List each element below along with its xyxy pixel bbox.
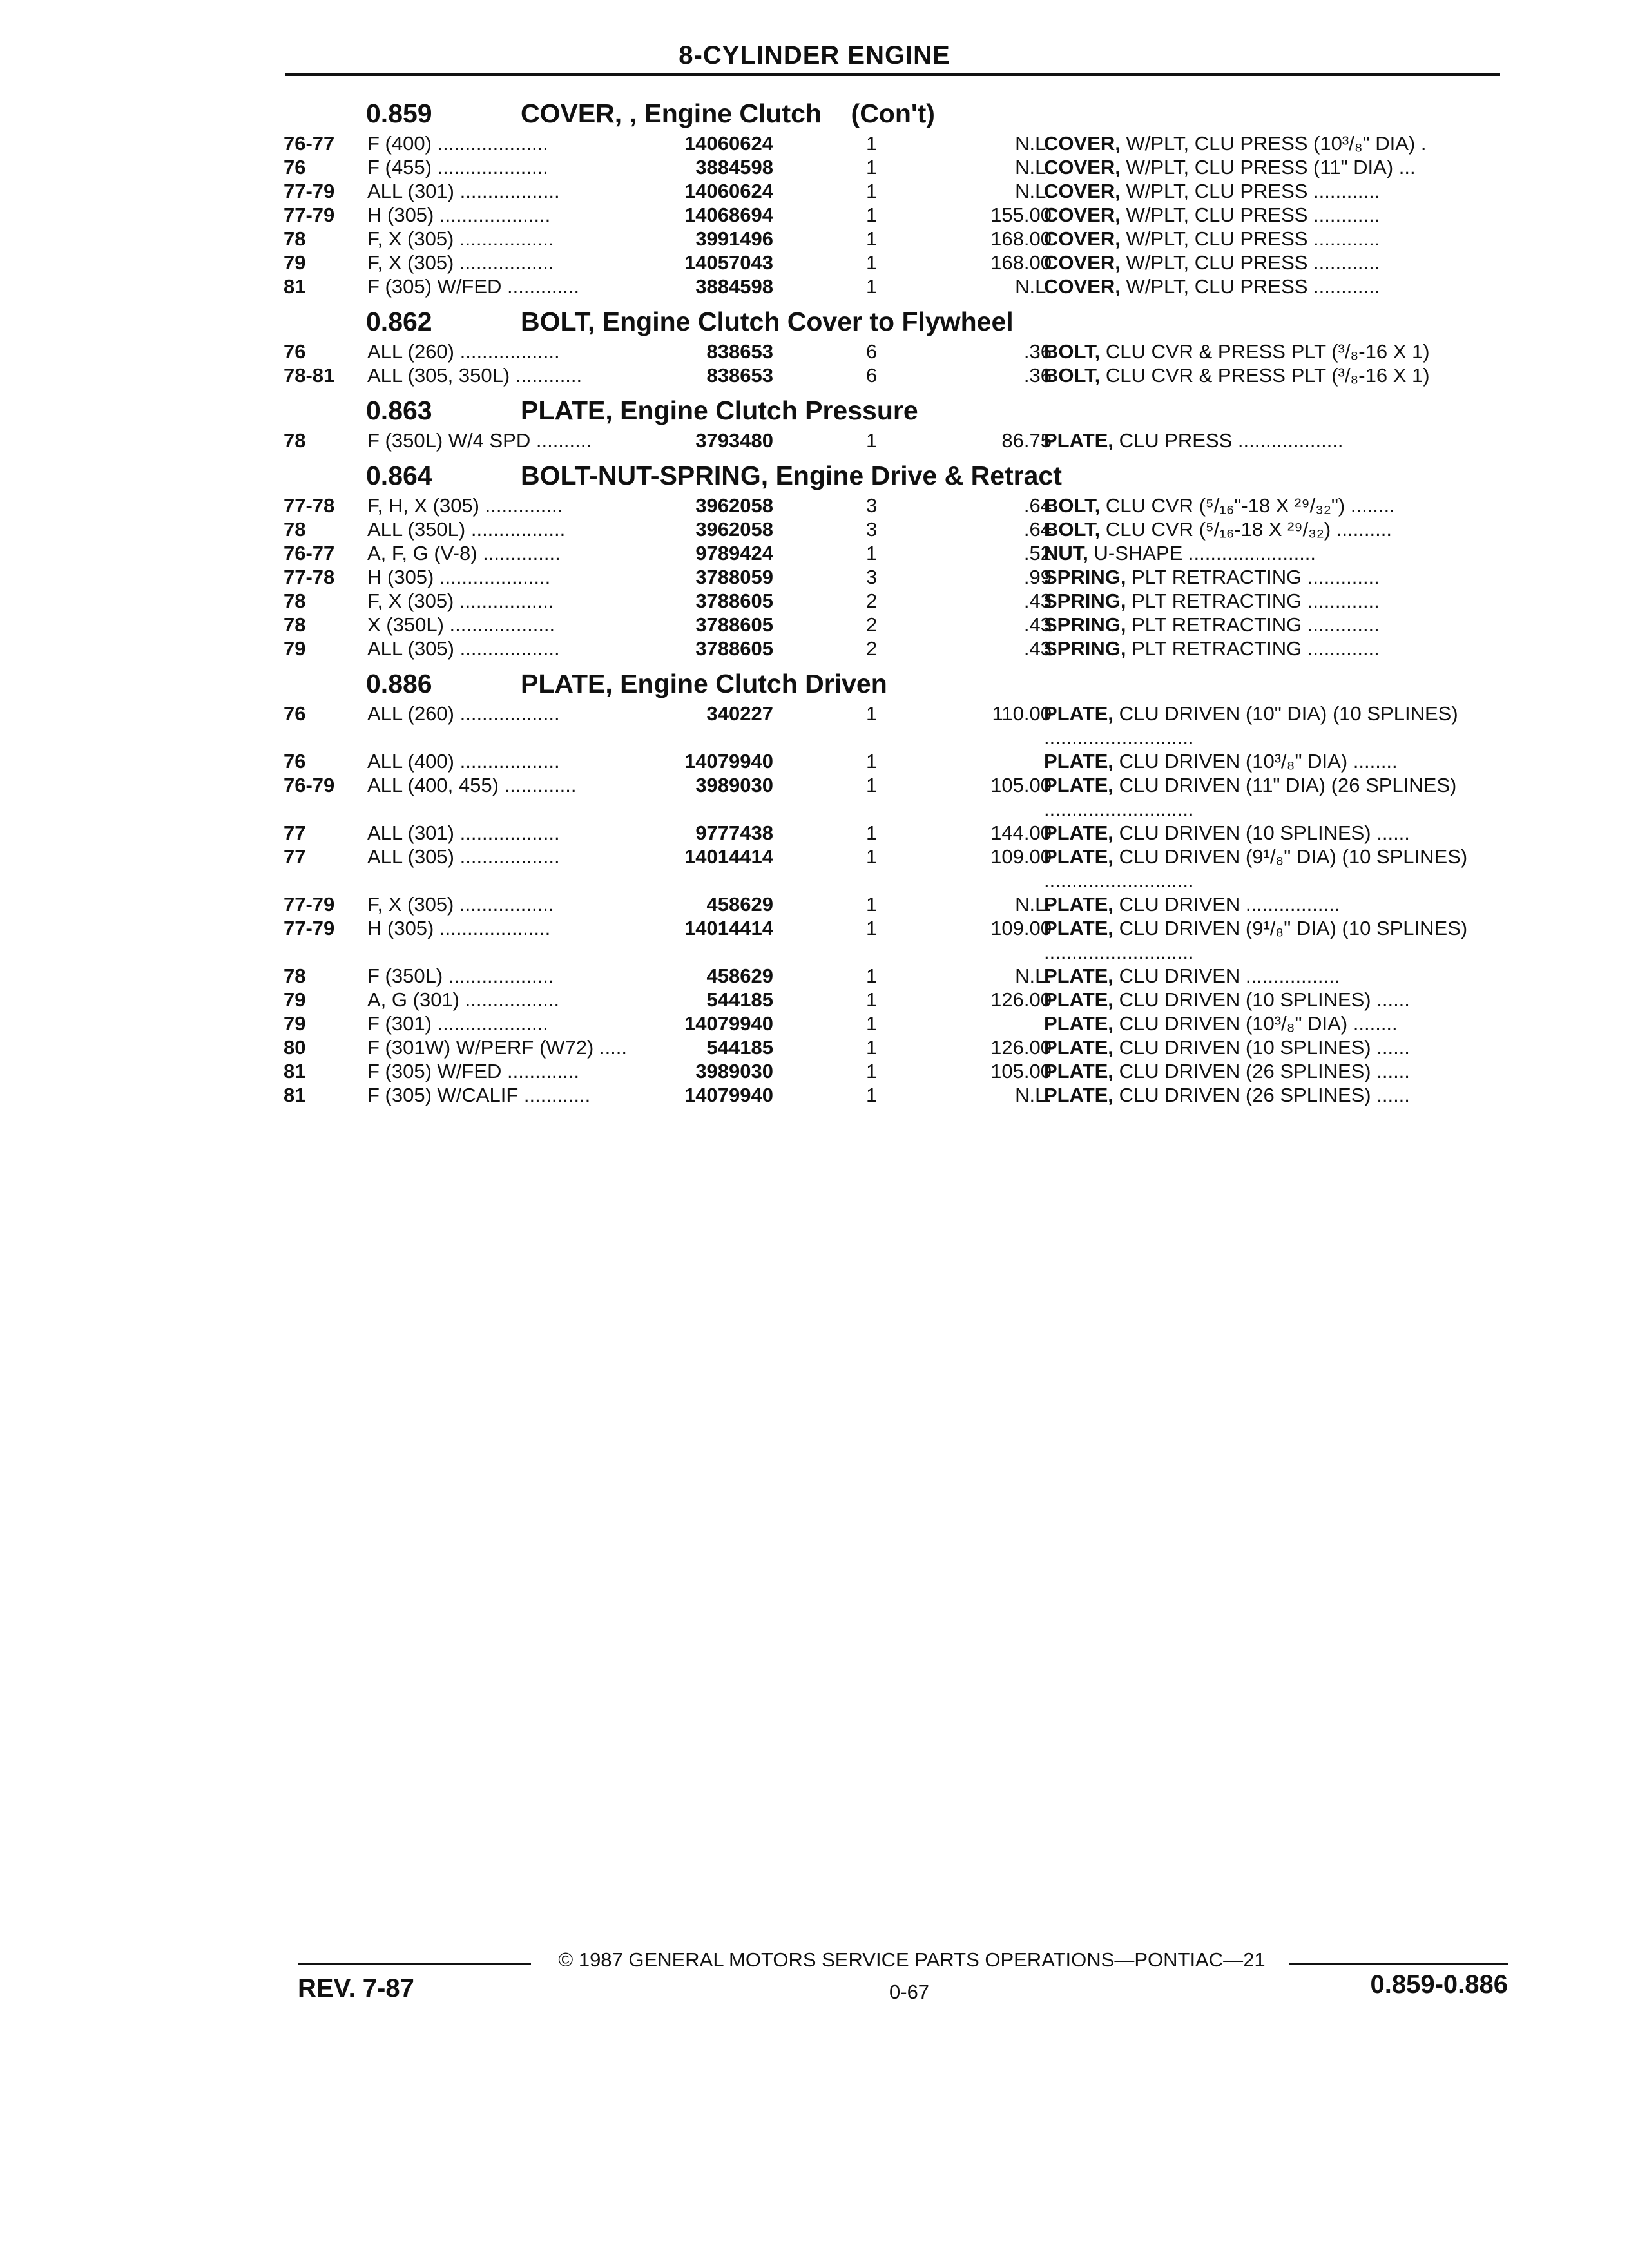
price: 105.00 bbox=[990, 774, 1052, 796]
model-years: 81 bbox=[284, 1060, 306, 1082]
model-years: 77-79 bbox=[284, 204, 335, 226]
footer-copyright: © 1987 GENERAL MOTORS SERVICE PARTS OPERATIONS—PONTIAC—21 bbox=[558, 1948, 1266, 1971]
application: ALL (260) .................. bbox=[367, 340, 560, 363]
quantity: 1 bbox=[866, 1060, 878, 1082]
application: F (305) W/FED ............. bbox=[367, 1060, 579, 1082]
description bbox=[1044, 964, 1514, 988]
model-years: 77 bbox=[284, 845, 306, 868]
section-number: 0.863 bbox=[366, 396, 432, 425]
model-years: 76-79 bbox=[284, 774, 335, 796]
section-header bbox=[284, 90, 1508, 131]
part-row bbox=[284, 749, 1508, 773]
part-row bbox=[284, 363, 1508, 387]
part-row bbox=[284, 964, 1508, 988]
application: X (350L) ................... bbox=[367, 613, 555, 636]
description-noun: PLATE, bbox=[1044, 893, 1113, 916]
description-noun: PLATE, bbox=[1044, 702, 1113, 725]
price: .52 bbox=[1023, 542, 1052, 564]
price: 109.00 bbox=[990, 845, 1052, 868]
price: .43 bbox=[1023, 637, 1052, 660]
description bbox=[1044, 1059, 1514, 1083]
footer-rule-right bbox=[1289, 1963, 1508, 1965]
part-number: 14079940 bbox=[684, 750, 773, 773]
description bbox=[1044, 179, 1514, 203]
description bbox=[1044, 203, 1514, 227]
part-row bbox=[284, 988, 1508, 1012]
description-noun: PLATE, bbox=[1044, 1060, 1113, 1082]
part-row bbox=[284, 340, 1508, 363]
quantity: 3 bbox=[866, 566, 878, 588]
description-text: CLU DRIVEN (10 SPLINES) ...... bbox=[1119, 822, 1410, 844]
description-text: CLU DRIVEN (11" DIA) (26 SPLINES) ........................... bbox=[1044, 774, 1457, 820]
application: F (350L) W/4 SPD .......... bbox=[367, 429, 592, 452]
model-years: 78 bbox=[284, 227, 306, 250]
part-row bbox=[284, 845, 1508, 892]
price: .99 bbox=[1023, 566, 1052, 588]
application: H (305) .................... bbox=[367, 204, 551, 226]
part-number: 3788605 bbox=[695, 637, 773, 660]
part-number: 3788605 bbox=[695, 613, 773, 636]
part-row bbox=[284, 494, 1508, 517]
application: A, F, G (V-8) .............. bbox=[367, 542, 561, 564]
description bbox=[1044, 988, 1514, 1012]
quantity: 2 bbox=[866, 613, 878, 636]
description bbox=[1044, 494, 1514, 517]
application: F, X (305) ................. bbox=[367, 251, 554, 274]
part-number: 458629 bbox=[706, 965, 773, 987]
description-text: CLU DRIVEN (10" DIA) (10 SPLINES) ........................... bbox=[1044, 702, 1458, 749]
quantity: 1 bbox=[866, 702, 878, 725]
part-number: 3884598 bbox=[695, 275, 773, 298]
price: .64 bbox=[1023, 518, 1052, 541]
price: N.L. bbox=[1015, 275, 1052, 298]
description-noun: PLATE, bbox=[1044, 988, 1113, 1011]
quantity: 1 bbox=[866, 132, 878, 155]
price: 168.00 bbox=[990, 227, 1052, 250]
description bbox=[1044, 227, 1514, 251]
description-noun: SPRING, bbox=[1044, 566, 1126, 588]
description-text: CLU DRIVEN (26 SPLINES) ...... bbox=[1119, 1060, 1410, 1082]
application: H (305) .................... bbox=[367, 917, 551, 939]
description-text: CLU DRIVEN (9¹/₈" DIA) (10 SPLINES) ........................... bbox=[1044, 917, 1468, 963]
description-noun: PLATE, bbox=[1044, 917, 1113, 939]
description bbox=[1044, 821, 1514, 845]
application: F (305) W/FED ............. bbox=[367, 275, 579, 298]
quantity: 1 bbox=[866, 965, 878, 987]
price: 144.00 bbox=[990, 822, 1052, 844]
price: .43 bbox=[1023, 590, 1052, 612]
part-row bbox=[284, 1035, 1508, 1059]
description-noun: PLATE, bbox=[1044, 1084, 1113, 1106]
quantity: 6 bbox=[866, 340, 878, 363]
model-years: 78 bbox=[284, 429, 306, 452]
part-row bbox=[284, 131, 1508, 155]
quantity: 3 bbox=[866, 494, 878, 517]
section-title: BOLT, Engine Clutch Cover to Flywheel bbox=[521, 307, 1014, 336]
price: 110.00 bbox=[992, 702, 1052, 725]
description-noun: PLATE, bbox=[1044, 965, 1113, 987]
part-row bbox=[284, 274, 1508, 298]
description-noun: COVER, bbox=[1044, 180, 1121, 202]
price: 109.00 bbox=[990, 917, 1052, 939]
part-row bbox=[284, 517, 1508, 541]
page-title: 8-CYLINDER ENGINE bbox=[679, 41, 950, 70]
application: F (400) .................... bbox=[367, 132, 548, 155]
model-years: 77-79 bbox=[284, 180, 335, 202]
part-row bbox=[284, 637, 1508, 660]
part-row bbox=[284, 541, 1508, 565]
section-number: 0.862 bbox=[366, 307, 432, 336]
description-noun: PLATE, bbox=[1044, 429, 1113, 452]
application: ALL (305) .................. bbox=[367, 845, 560, 868]
quantity: 1 bbox=[866, 893, 878, 916]
description bbox=[1044, 613, 1514, 637]
footer-rule-left bbox=[298, 1963, 531, 1965]
price: N.L. bbox=[1015, 180, 1052, 202]
footer-revision: REV. 7-87 bbox=[298, 1974, 414, 2003]
part-row bbox=[284, 916, 1508, 964]
description bbox=[1044, 340, 1514, 363]
section-number: 0.886 bbox=[366, 669, 432, 698]
model-years: 78-81 bbox=[284, 364, 335, 387]
description-noun: COVER, bbox=[1044, 156, 1121, 178]
application: F (350L) ................... bbox=[367, 965, 554, 987]
part-row bbox=[284, 892, 1508, 916]
description-noun: PLATE, bbox=[1044, 845, 1113, 868]
part-row bbox=[284, 227, 1508, 251]
model-years: 77-79 bbox=[284, 893, 335, 916]
quantity: 1 bbox=[866, 1084, 878, 1106]
price: 126.00 bbox=[990, 988, 1052, 1011]
part-row bbox=[284, 613, 1508, 637]
quantity: 1 bbox=[866, 1036, 878, 1059]
description-text: CLU DRIVEN ................. bbox=[1119, 893, 1340, 916]
application: ALL (305, 350L) ............ bbox=[367, 364, 583, 387]
description-noun: BOLT, bbox=[1044, 364, 1101, 387]
quantity: 1 bbox=[866, 156, 878, 178]
model-years: 77-79 bbox=[284, 917, 335, 939]
application: ALL (301) .................. bbox=[367, 180, 560, 202]
part-number: 3991496 bbox=[695, 227, 773, 250]
description-noun: COVER, bbox=[1044, 227, 1121, 250]
description-noun: COVER, bbox=[1044, 132, 1121, 155]
part-row bbox=[284, 1083, 1508, 1107]
section-header bbox=[284, 660, 1508, 702]
application: F (455) .................... bbox=[367, 156, 548, 178]
price: N.L. bbox=[1015, 156, 1052, 178]
description bbox=[1044, 1083, 1514, 1107]
quantity: 1 bbox=[866, 845, 878, 868]
price: N.L. bbox=[1015, 132, 1052, 155]
part-number: 3788605 bbox=[695, 590, 773, 612]
section-header bbox=[284, 452, 1508, 494]
description-text: W/PLT, CLU PRESS ............ bbox=[1126, 227, 1380, 250]
price: 86.75 bbox=[1001, 429, 1052, 452]
model-years: 80 bbox=[284, 1036, 306, 1059]
footer-section-range: 0.859-0.886 bbox=[1370, 1970, 1508, 1999]
price: .36 bbox=[1023, 364, 1052, 387]
description-noun: BOLT, bbox=[1044, 340, 1101, 363]
part-number: 3962058 bbox=[695, 494, 773, 517]
description-text: CLU DRIVEN (10³/₈" DIA) ........ bbox=[1119, 1012, 1398, 1035]
model-years: 79 bbox=[284, 251, 306, 274]
application: F, X (305) ................. bbox=[367, 227, 554, 250]
description-text: CLU DRIVEN (9¹/₈" DIA) (10 SPLINES) ........................... bbox=[1044, 845, 1468, 892]
model-years: 78 bbox=[284, 965, 306, 987]
price: 105.00 bbox=[990, 1060, 1052, 1082]
model-years: 76 bbox=[284, 702, 306, 725]
quantity: 3 bbox=[866, 518, 878, 541]
price: N.L. bbox=[1015, 893, 1052, 916]
part-number: 3962058 bbox=[695, 518, 773, 541]
description-noun: PLATE, bbox=[1044, 774, 1113, 796]
description-text: CLU DRIVEN (26 SPLINES) ...... bbox=[1119, 1084, 1410, 1106]
description-text: PLT RETRACTING ............. bbox=[1132, 566, 1380, 588]
part-row bbox=[284, 203, 1508, 227]
description-text: W/PLT, CLU PRESS (10³/₈" DIA) . bbox=[1126, 132, 1427, 155]
description-noun: PLATE, bbox=[1044, 822, 1113, 844]
section-title: PLATE, Engine Clutch Pressure bbox=[521, 396, 918, 425]
quantity: 1 bbox=[866, 988, 878, 1011]
price: .64 bbox=[1023, 494, 1052, 517]
part-number: 14014414 bbox=[684, 917, 773, 939]
model-years: 78 bbox=[284, 518, 306, 541]
description-text: PLT RETRACTING ............. bbox=[1132, 590, 1380, 612]
part-number: 3788059 bbox=[695, 566, 773, 588]
description-noun: BOLT, bbox=[1044, 518, 1101, 541]
description-text: CLU PRESS ................... bbox=[1119, 429, 1344, 452]
model-years: 77-78 bbox=[284, 494, 335, 517]
quantity: 1 bbox=[866, 750, 878, 773]
part-row bbox=[284, 565, 1508, 589]
model-years: 79 bbox=[284, 637, 306, 660]
model-years: 78 bbox=[284, 613, 306, 636]
section-title: COVER, , Engine Clutch (Con't) bbox=[521, 99, 935, 128]
application: ALL (301) .................. bbox=[367, 822, 560, 844]
part-row bbox=[284, 155, 1508, 179]
parts-list bbox=[284, 90, 1508, 1107]
description bbox=[1044, 589, 1514, 613]
description bbox=[1044, 541, 1514, 565]
part-number: 838653 bbox=[706, 340, 773, 363]
price: N.L. bbox=[1015, 1084, 1052, 1106]
part-number: 3989030 bbox=[695, 774, 773, 796]
application: A, G (301) ................. bbox=[367, 988, 560, 1011]
quantity: 2 bbox=[866, 590, 878, 612]
description bbox=[1044, 749, 1514, 773]
model-years: 79 bbox=[284, 1012, 306, 1035]
description-text: CLU CVR (⁵/₁₆"-18 X ²⁹/₃₂") ........ bbox=[1105, 494, 1395, 517]
application: F, X (305) ................. bbox=[367, 590, 554, 612]
part-number: 3884598 bbox=[695, 156, 773, 178]
description bbox=[1044, 845, 1514, 892]
description bbox=[1044, 155, 1514, 179]
application: F (301W) W/PERF (W72) ..... bbox=[367, 1036, 628, 1059]
quantity: 1 bbox=[866, 822, 878, 844]
description bbox=[1044, 274, 1514, 298]
description-text: W/PLT, CLU PRESS ............ bbox=[1126, 251, 1380, 274]
part-number: 14068694 bbox=[684, 204, 773, 226]
quantity: 1 bbox=[866, 251, 878, 274]
footer-page-number: 0-67 bbox=[889, 1981, 930, 2003]
section-number: 0.859 bbox=[366, 99, 432, 128]
model-years: 76 bbox=[284, 156, 306, 178]
description-noun: NUT, bbox=[1044, 542, 1088, 564]
description-text: U-SHAPE ....................... bbox=[1094, 542, 1316, 564]
description-noun: COVER, bbox=[1044, 275, 1121, 298]
application: F, X (305) ................. bbox=[367, 893, 554, 916]
description bbox=[1044, 1012, 1514, 1035]
quantity: 1 bbox=[866, 774, 878, 796]
application: F (301) .................... bbox=[367, 1012, 548, 1035]
title-rule bbox=[285, 73, 1500, 76]
description bbox=[1044, 916, 1514, 964]
description bbox=[1044, 251, 1514, 274]
description-text: CLU CVR & PRESS PLT (³/₈-16 X 1) bbox=[1105, 340, 1430, 363]
part-number: 14079940 bbox=[684, 1084, 773, 1106]
part-number: 544185 bbox=[706, 988, 773, 1011]
part-number: 544185 bbox=[706, 1036, 773, 1059]
description-text: PLT RETRACTING ............. bbox=[1132, 613, 1380, 636]
quantity: 1 bbox=[866, 180, 878, 202]
description bbox=[1044, 773, 1514, 821]
application: ALL (305) .................. bbox=[367, 637, 560, 660]
section-header bbox=[284, 298, 1508, 340]
quantity: 1 bbox=[866, 275, 878, 298]
description bbox=[1044, 1035, 1514, 1059]
model-years: 79 bbox=[284, 988, 306, 1011]
section-number: 0.864 bbox=[366, 461, 432, 490]
description-noun: BOLT, bbox=[1044, 494, 1101, 517]
description-text: W/PLT, CLU PRESS ............ bbox=[1126, 204, 1380, 226]
application: F, H, X (305) .............. bbox=[367, 494, 563, 517]
quantity: 6 bbox=[866, 364, 878, 387]
part-row bbox=[284, 773, 1508, 821]
model-years: 76 bbox=[284, 750, 306, 773]
quantity: 1 bbox=[866, 917, 878, 939]
part-number: 9789424 bbox=[695, 542, 773, 564]
model-years: 81 bbox=[284, 275, 306, 298]
model-years: 77-78 bbox=[284, 566, 335, 588]
part-row bbox=[284, 251, 1508, 274]
price: 168.00 bbox=[990, 251, 1052, 274]
part-number: 14014414 bbox=[684, 845, 773, 868]
part-row bbox=[284, 428, 1508, 452]
description-text: CLU CVR (⁵/₁₆-18 X ²⁹/₃₂) .......... bbox=[1105, 518, 1392, 541]
description-noun: PLATE, bbox=[1044, 750, 1113, 773]
part-number: 838653 bbox=[706, 364, 773, 387]
part-row bbox=[284, 589, 1508, 613]
description-text: CLU DRIVEN (10 SPLINES) ...... bbox=[1119, 1036, 1410, 1059]
part-number: 14079940 bbox=[684, 1012, 773, 1035]
description bbox=[1044, 517, 1514, 541]
model-years: 77 bbox=[284, 822, 306, 844]
quantity: 1 bbox=[866, 542, 878, 564]
model-years: 76 bbox=[284, 340, 306, 363]
price: .43 bbox=[1023, 613, 1052, 636]
part-number: 340227 bbox=[706, 702, 773, 725]
application: ALL (350L) ................. bbox=[367, 518, 566, 541]
quantity: 1 bbox=[866, 204, 878, 226]
model-years: 78 bbox=[284, 590, 306, 612]
quantity: 1 bbox=[866, 227, 878, 250]
description-noun: COVER, bbox=[1044, 204, 1121, 226]
description-text: CLU DRIVEN (10 SPLINES) ...... bbox=[1119, 988, 1410, 1011]
part-row bbox=[284, 821, 1508, 845]
description bbox=[1044, 637, 1514, 660]
description-noun: PLATE, bbox=[1044, 1012, 1113, 1035]
part-number: 3989030 bbox=[695, 1060, 773, 1082]
description-text: PLT RETRACTING ............. bbox=[1132, 637, 1380, 660]
description-text: CLU DRIVEN ................. bbox=[1119, 965, 1340, 987]
description-text: CLU DRIVEN (10³/₈" DIA) ........ bbox=[1119, 750, 1398, 773]
part-number: 3793480 bbox=[695, 429, 773, 452]
description-noun: SPRING, bbox=[1044, 590, 1126, 612]
description-text: W/PLT, CLU PRESS ............ bbox=[1126, 275, 1380, 298]
description bbox=[1044, 565, 1514, 589]
quantity: 1 bbox=[866, 1012, 878, 1035]
part-number: 14060624 bbox=[684, 180, 773, 202]
application: ALL (400) .................. bbox=[367, 750, 560, 773]
section-header bbox=[284, 387, 1508, 428]
section-title: BOLT-NUT-SPRING, Engine Drive & Retract bbox=[521, 461, 1062, 490]
section-title: PLATE, Engine Clutch Driven bbox=[521, 669, 887, 698]
description bbox=[1044, 131, 1514, 155]
description bbox=[1044, 892, 1514, 916]
price: 126.00 bbox=[990, 1036, 1052, 1059]
model-years: 76-77 bbox=[284, 132, 335, 155]
part-number: 458629 bbox=[706, 893, 773, 916]
description bbox=[1044, 702, 1514, 749]
part-number: 14060624 bbox=[684, 132, 773, 155]
description bbox=[1044, 363, 1514, 387]
description-noun: SPRING, bbox=[1044, 637, 1126, 660]
description-noun: COVER, bbox=[1044, 251, 1121, 274]
quantity: 1 bbox=[866, 429, 878, 452]
price: 155.00 bbox=[990, 204, 1052, 226]
description-text: W/PLT, CLU PRESS (11" DIA) ... bbox=[1126, 156, 1416, 178]
quantity: 2 bbox=[866, 637, 878, 660]
application: H (305) .................... bbox=[367, 566, 551, 588]
part-row bbox=[284, 1059, 1508, 1083]
application: ALL (400, 455) ............. bbox=[367, 774, 577, 796]
model-years: 81 bbox=[284, 1084, 306, 1106]
description bbox=[1044, 428, 1514, 452]
description-text: CLU CVR & PRESS PLT (³/₈-16 X 1) bbox=[1105, 364, 1430, 387]
part-number: 9777438 bbox=[695, 822, 773, 844]
description-text: W/PLT, CLU PRESS ............ bbox=[1126, 180, 1380, 202]
part-row bbox=[284, 702, 1508, 749]
application: ALL (260) .................. bbox=[367, 702, 560, 725]
description-noun: PLATE, bbox=[1044, 1036, 1113, 1059]
part-number: 14057043 bbox=[684, 251, 773, 274]
description-noun: SPRING, bbox=[1044, 613, 1126, 636]
application: F (305) W/CALIF ............ bbox=[367, 1084, 591, 1106]
price: .36 bbox=[1023, 340, 1052, 363]
part-row bbox=[284, 1012, 1508, 1035]
part-row bbox=[284, 179, 1508, 203]
model-years: 76-77 bbox=[284, 542, 335, 564]
price: N.L. bbox=[1015, 965, 1052, 987]
